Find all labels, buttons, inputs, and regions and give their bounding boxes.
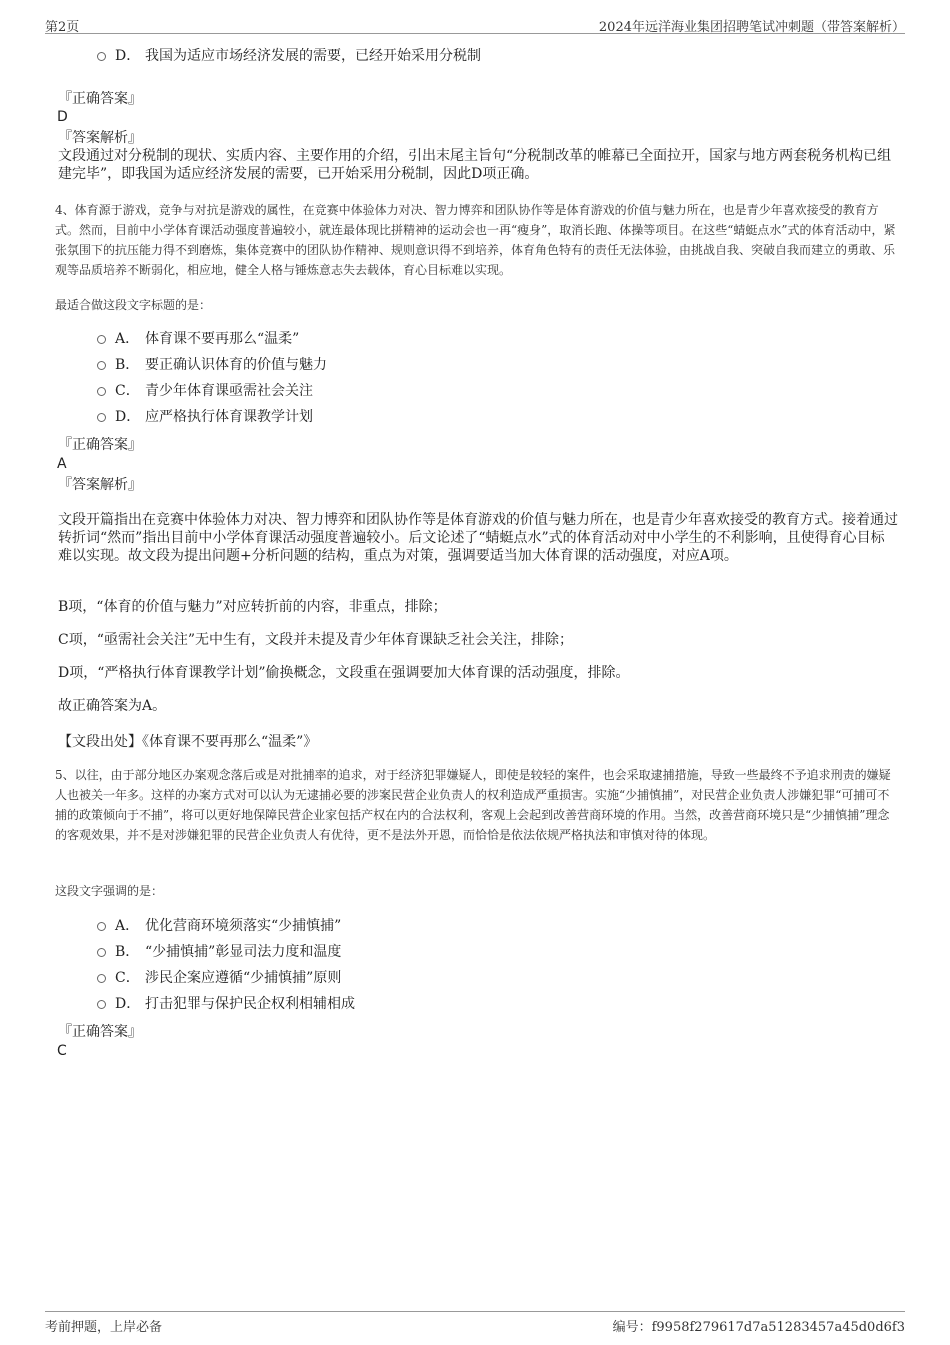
correct-answer-label: 『正确答案』 xyxy=(58,437,142,453)
q4-option-d[interactable] xyxy=(97,407,313,427)
page-header xyxy=(45,14,905,34)
page-footer xyxy=(45,1311,905,1335)
q5-option-a[interactable] xyxy=(97,916,341,936)
radio-icon[interactable] xyxy=(97,948,106,957)
correct-answer-label: 『正确答案』 xyxy=(58,1024,142,1040)
option-letter: B． xyxy=(115,357,140,373)
radio-icon[interactable] xyxy=(97,387,106,396)
option-text: 涉民企案应遵循“少捕慎捕”原则 xyxy=(145,970,342,986)
option-text: 要正确认识体育的价值与魅力 xyxy=(145,357,327,373)
q4-text: 4、体育源于游戏，竞争与对抗是游戏的属性，在竞赛中体验体力对决、智力博弈和团队协作等是体育游戏的价值与魅力所在，也是青少年喜欢接受的教育方式。然而，目前中小学体育课活动强度普遍较小，就连最体现比拼精神的运动会也一再“瘦身”，取消长跑、体操等项目。在这些“蜻蜓点水”式的体育活动中，紧张氛围下的抗压能力得不到磨炼，集体竞赛中的团队协作精神、规则意识得不到培养，体育角色特有的责任无法体验，由挑战自我、突破自我而建立的勇敢、乐观等品质培养不断弱化，相应地，健全人格与锤炼意志失去载体，育心目标难以实现。 xyxy=(55,203,896,277)
q5-option-d[interactable] xyxy=(97,994,355,1014)
option-text: 打击犯罪与保护民企权利相辅相成 xyxy=(145,996,355,1012)
page-number: 第2页 xyxy=(45,20,80,35)
document-title: 2024年远洋海业集团招聘笔试冲刺题（带答案解析） xyxy=(598,20,905,35)
option-text: 优化营商环境须落实“少捕慎捕” xyxy=(145,918,342,934)
analysis-label: 『答案解析』 xyxy=(58,477,142,493)
q5-option-c[interactable] xyxy=(97,968,341,988)
option-text: 体育课不要再那么“温柔” xyxy=(145,331,300,347)
q4-source: 【文段出处】《体育课不要再那么“温柔”》 xyxy=(58,734,318,750)
option-letter: D． xyxy=(115,996,141,1012)
radio-icon[interactable] xyxy=(97,922,106,931)
document-id: 编号：f9958f279617d7a51283457a45d0d6f3 xyxy=(612,1320,905,1335)
radio-icon[interactable] xyxy=(97,1000,106,1009)
q4-analysis-c: C项，“亟需社会关注”无中生有，文段并未提及青少年体育课缺乏社会关注，排除； xyxy=(58,632,574,648)
correct-answer-label: 『正确答案』 xyxy=(58,91,142,107)
q5-answer: C xyxy=(57,1043,67,1059)
option-letter: D． xyxy=(115,409,141,425)
option-letter: B． xyxy=(115,944,140,960)
q3-option-d[interactable] xyxy=(97,46,481,66)
option-text: “少捕慎捕”彰显司法力度和温度 xyxy=(145,944,342,960)
radio-icon[interactable] xyxy=(97,335,106,344)
q4-answer: A xyxy=(57,456,67,472)
q5-option-b[interactable] xyxy=(97,942,341,962)
q4-option-b[interactable] xyxy=(97,355,327,375)
q4-analysis-main: 文段开篇指出在竞赛中体验体力对决、智力博弈和团队协作等是体育游戏的价值与魅力所在，也是青少年喜欢接受的教育方式。接着通过转折词“然而”指出目前中小学体育课活动强度普遍较小。后文论述了“蜻蜓点水”式的体育活动对中小学生的不利影响，且使得育心目标难以实现。故文段为提出问题+分析问题的结构，重点为对策，强调要适当加大体育课的活动强度，对应A项。 xyxy=(58,512,898,564)
radio-icon[interactable] xyxy=(97,413,106,422)
q4-prompt: 最适合做这段文字标题的是： xyxy=(55,298,212,312)
q4-option-c[interactable] xyxy=(97,381,313,401)
footer-slogan: 考前押题，上岸必备 xyxy=(45,1320,163,1335)
analysis-label: 『答案解析』 xyxy=(58,130,142,146)
q4-analysis-d: D项，“严格执行体育课教学计划”偷换概念，文段重在强调要加大体育课的活动强度，排除。 xyxy=(58,665,630,681)
q4-option-a[interactable] xyxy=(97,329,299,349)
radio-icon[interactable] xyxy=(97,974,106,983)
q4-analysis-b: B项，“体育的价值与魅力”对应转折前的内容，非重点，排除； xyxy=(58,599,447,615)
q3-answer: D xyxy=(57,109,68,125)
option-text: 我国为适应市场经济发展的需要，已经开始采用分税制 xyxy=(145,48,481,64)
q5-text: 5、以往，由于部分地区办案观念落后或是对批捕率的追求，对于经济犯罪嫌疑人，即使是较轻的案件，也会采取逮捕措施，导致一些最终不予追求刑责的嫌疑人也被关一年多。这样的办案方式对可以认为无逮捕必要的涉案民营企业负责人的权利造成严重损害。实施“少捕慎捕”，对民营企业负责人涉嫌犯罪“可捕可不捕的政策倾向于不捕”，将可以更好地保障民营企业家包括产权在内的合法权利，客观上会起到改善营商环境的作用。当然，改善营商环境只是“少捕慎捕”理念的客观效果，并不是对涉嫌犯罪的民营企业负责人有优待，更不是法外开恩，而恰恰是依法依规严格执法和审慎对待的体现。 xyxy=(55,768,891,842)
option-letter: A． xyxy=(115,331,140,347)
option-letter: C． xyxy=(115,383,140,399)
radio-icon[interactable] xyxy=(97,52,106,61)
q3-analysis: 文段通过对分税制的现状、实质内容、主要作用的介绍，引出末尾主旨句“分税制改革的帷幕已全面拉开，国家与地方两套税务机构已组建完毕”，即我国为适应经济发展的需要，已开始采用分税制，因此D项正确。 xyxy=(58,148,892,182)
option-text: 青少年体育课亟需社会关注 xyxy=(145,383,313,399)
option-letter: A． xyxy=(115,918,140,934)
q4-conclusion: 故正确答案为A。 xyxy=(58,698,167,714)
option-letter: D． xyxy=(115,48,141,64)
radio-icon[interactable] xyxy=(97,361,106,370)
option-text: 应严格执行体育课教学计划 xyxy=(145,409,313,425)
q5-prompt: 这段文字强调的是： xyxy=(55,884,164,898)
option-letter: C． xyxy=(115,970,140,986)
